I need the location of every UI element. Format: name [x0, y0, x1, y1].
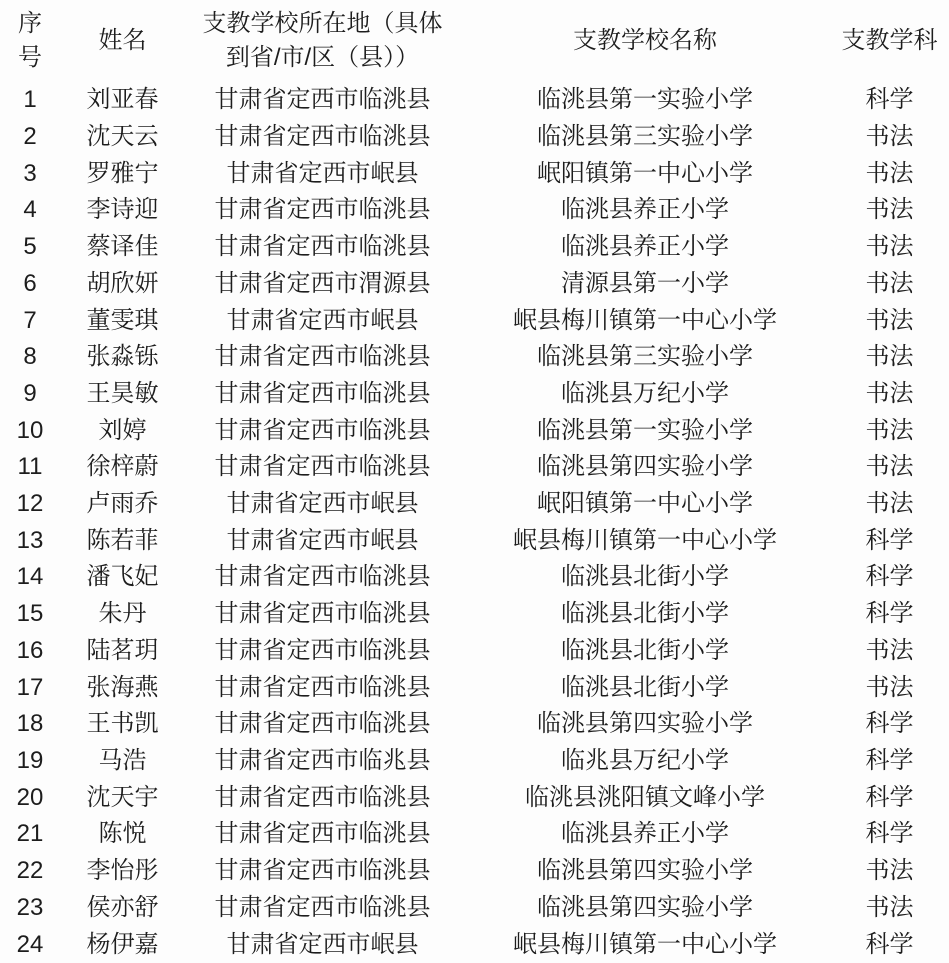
cell-index: 9 — [23, 379, 37, 407]
cell-school: 临洮县第一实验小学 — [537, 86, 753, 114]
cell-school: 岷县梅川镇第一中心小学 — [513, 526, 777, 554]
table-row — [0, 486, 949, 523]
cell-name: 卢雨乔 — [86, 490, 159, 518]
cell-location: 甘肃省定西市岷县 — [226, 526, 419, 554]
cell-subject: 书法 — [865, 379, 914, 407]
table-row — [0, 706, 949, 743]
cell-subject: 书法 — [865, 196, 914, 224]
cell-location: 甘肃省定西市临洮县 — [214, 783, 431, 811]
cell-school: 临洮县北街小学 — [561, 673, 729, 701]
cell-subject: 书法 — [865, 673, 914, 701]
cell-location: 甘肃省定西市临洮县 — [214, 343, 431, 371]
cell-name: 沈天云 — [86, 123, 159, 151]
cell-subject: 科学 — [865, 526, 914, 554]
cell-subject: 科学 — [865, 563, 914, 591]
cell-location: 甘肃省定西市临洮县 — [214, 893, 431, 921]
table-row — [0, 155, 949, 192]
cell-index: 21 — [16, 820, 44, 848]
cell-location: 甘肃省定西市临洮县 — [214, 857, 431, 885]
cell-location: 甘肃省定西市临洮县 — [214, 416, 431, 444]
table-row — [0, 889, 949, 926]
cell-school: 临洮县第三实验小学 — [537, 123, 753, 151]
cell-location: 甘肃省定西市临洮县 — [214, 600, 431, 628]
cell-name: 沈天宇 — [86, 783, 159, 811]
cell-location: 甘肃省定西市岷县 — [226, 306, 419, 334]
table-row — [0, 266, 949, 303]
cell-subject: 科学 — [865, 600, 914, 628]
header-index-label: 序号 — [18, 10, 42, 71]
cell-subject: 科学 — [865, 86, 914, 114]
table-row — [0, 412, 949, 449]
table-row — [0, 633, 949, 670]
header-subject-label: 支教学科 — [841, 27, 938, 54]
cell-index: 20 — [16, 783, 44, 811]
header-name-label: 姓名 — [98, 27, 147, 54]
cell-name: 蔡译佳 — [86, 233, 159, 261]
cell-name: 王昊敏 — [86, 379, 159, 407]
cell-index: 22 — [16, 857, 44, 885]
cell-school: 临洮县第四实验小学 — [537, 453, 753, 481]
cell-subject: 书法 — [865, 269, 914, 297]
cell-location: 甘肃省定西市岷县 — [226, 930, 419, 958]
cell-subject: 书法 — [865, 343, 914, 371]
cell-name: 罗雅宁 — [86, 159, 159, 187]
cell-subject: 科学 — [865, 820, 914, 848]
cell-location: 甘肃省定西市临洮县 — [214, 453, 431, 481]
cell-subject: 书法 — [865, 123, 914, 151]
cell-location: 甘肃省定西市临洮县 — [214, 820, 431, 848]
cell-subject: 科学 — [865, 783, 914, 811]
cell-index: 19 — [16, 747, 44, 774]
cell-name: 陈悦 — [98, 820, 147, 848]
cell-subject: 书法 — [865, 233, 914, 261]
cell-location: 甘肃省定西市临兆县 — [214, 747, 431, 774]
cell-location: 甘肃省定西市临洮县 — [214, 710, 431, 738]
cell-school: 临兆县万纪小学 — [561, 747, 729, 774]
cell-school: 清源县第一小学 — [561, 269, 729, 297]
cell-school: 临洮县第四实验小学 — [537, 893, 753, 921]
cell-subject: 书法 — [865, 893, 914, 921]
cell-index: 23 — [16, 893, 44, 921]
table-row — [0, 449, 949, 486]
header-row — [0, 0, 949, 82]
cell-school: 临洮县第一实验小学 — [537, 416, 753, 444]
cell-name: 李怡彤 — [86, 857, 159, 885]
cell-name: 刘婷 — [98, 416, 147, 444]
table-row — [0, 339, 949, 376]
cell-name: 朱丹 — [98, 600, 147, 628]
cell-location: 甘肃省定西市临洮县 — [214, 86, 431, 114]
cell-school: 临洮县养正小学 — [561, 196, 729, 224]
cell-index: 5 — [23, 233, 37, 261]
cell-index: 14 — [16, 563, 44, 591]
table-header — [0, 0, 949, 82]
cell-name: 杨伊嘉 — [86, 930, 159, 958]
cell-subject: 科学 — [865, 710, 914, 738]
cell-subject: 书法 — [865, 636, 914, 664]
table-row — [0, 559, 949, 596]
cell-index: 11 — [17, 453, 43, 481]
header-subject — [830, 0, 949, 82]
header-index — [0, 0, 60, 82]
cell-index: 15 — [16, 600, 44, 628]
cell-school: 岷阳镇第一中心小学 — [537, 159, 753, 187]
table-row — [0, 779, 949, 816]
cell-name: 董雯琪 — [86, 306, 159, 334]
header-school — [460, 0, 830, 82]
table-row — [0, 119, 949, 156]
header-school-label: 支教学校名称 — [573, 27, 717, 54]
cell-subject: 书法 — [865, 490, 914, 518]
cell-name: 侯亦舒 — [86, 893, 159, 921]
cell-subject: 书法 — [865, 453, 914, 481]
table-row — [0, 522, 949, 559]
cell-index: 1 — [23, 86, 37, 114]
cell-name: 刘亚春 — [86, 86, 159, 114]
cell-location: 甘肃省定西市临洮县 — [214, 636, 431, 664]
cell-name: 胡欣妍 — [86, 269, 159, 297]
table-row — [0, 596, 949, 633]
cell-subject: 科学 — [865, 747, 914, 774]
cell-name: 张淼铄 — [86, 343, 159, 371]
table-row — [0, 669, 949, 706]
table-row — [0, 816, 949, 853]
cell-school: 临洮县第四实验小学 — [537, 710, 753, 738]
cell-name: 李诗迎 — [86, 196, 159, 224]
cell-index: 24 — [16, 930, 44, 958]
cell-school: 岷阳镇第一中心小学 — [537, 490, 753, 518]
cell-name: 王书凯 — [86, 710, 159, 738]
cell-school: 临洮县养正小学 — [561, 820, 729, 848]
cell-location: 甘肃省定西市临洮县 — [214, 673, 431, 701]
cell-name: 马浩 — [98, 747, 147, 774]
cell-index: 18 — [16, 710, 44, 738]
cell-subject: 书法 — [865, 306, 914, 334]
cell-school: 岷县梅川镇第一中心小学 — [513, 306, 777, 334]
cell-school: 临洮县洮阳镇文峰小学 — [525, 783, 765, 811]
cell-subject: 书法 — [865, 159, 914, 187]
cell-index: 6 — [23, 269, 37, 297]
cell-subject: 科学 — [865, 930, 914, 958]
cell-name: 潘飞妃 — [86, 563, 159, 591]
table-row — [0, 926, 949, 963]
cell-school: 临洮县北街小学 — [561, 600, 729, 628]
cell-index: 13 — [16, 526, 44, 554]
header-location — [185, 0, 460, 82]
table-row — [0, 192, 949, 229]
cell-index: 4 — [23, 196, 37, 224]
cell-index: 16 — [16, 636, 44, 664]
header-location-label: 支教学校所在地（具体到省/市/区（县）） — [202, 10, 443, 71]
cell-location: 甘肃省定西市临洮县 — [214, 379, 431, 407]
cell-location: 甘肃省定西市临洮县 — [214, 563, 431, 591]
cell-school: 临洮县第三实验小学 — [537, 343, 753, 371]
cell-subject: 书法 — [865, 416, 914, 444]
cell-location: 甘肃省定西市岷县 — [226, 159, 419, 187]
cell-name: 陈若菲 — [86, 526, 159, 554]
cell-name: 徐梓蔚 — [86, 453, 159, 481]
cell-index: 3 — [23, 159, 37, 187]
cell-location: 甘肃省定西市岷县 — [226, 490, 419, 518]
cell-school: 临洮县北街小学 — [561, 563, 729, 591]
table-row — [0, 743, 949, 780]
cell-location: 甘肃省定西市渭源县 — [214, 269, 431, 297]
table-row — [0, 229, 949, 266]
cell-school: 岷县梅川镇第一中心小学 — [513, 930, 777, 958]
cell-school: 临洮县万纪小学 — [561, 379, 729, 407]
cell-index: 12 — [16, 490, 44, 518]
cell-index: 17 — [16, 673, 44, 701]
table-row — [0, 302, 949, 339]
table-body — [0, 82, 949, 963]
cell-index: 7 — [23, 306, 37, 334]
cell-index: 2 — [23, 123, 37, 151]
cell-school: 临洮县养正小学 — [561, 233, 729, 261]
table-row — [0, 82, 949, 119]
cell-school: 临洮县第四实验小学 — [537, 857, 753, 885]
cell-location: 甘肃省定西市临洮县 — [214, 196, 431, 224]
table-row — [0, 853, 949, 890]
cell-index: 10 — [16, 416, 44, 444]
cell-index: 8 — [23, 343, 37, 371]
table-row — [0, 376, 949, 413]
cell-subject: 书法 — [865, 857, 914, 885]
cell-name: 陆茗玥 — [86, 636, 159, 664]
cell-location: 甘肃省定西市临洮县 — [214, 123, 431, 151]
cell-name: 张海燕 — [86, 673, 159, 701]
cell-school: 临洮县北街小学 — [561, 636, 729, 664]
header-name — [60, 0, 185, 82]
cell-location: 甘肃省定西市临洮县 — [214, 233, 431, 261]
